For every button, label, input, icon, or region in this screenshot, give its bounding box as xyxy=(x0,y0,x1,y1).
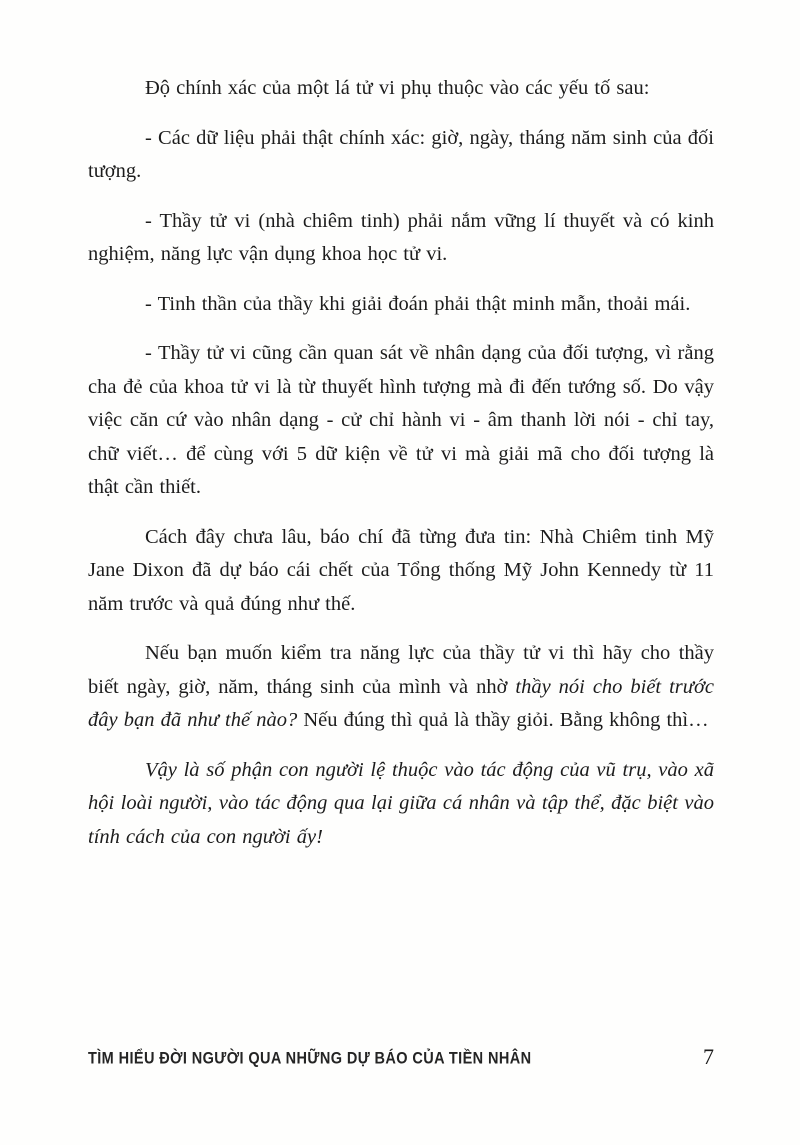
page-content xyxy=(88,72,714,870)
paragraph-jane-dixon: Cách đây chưa lâu, báo chí đã từng đưa tin: Nhà Chiêm tinh Mỹ Jane Dixon đã dự báo cái chết của Tổng thống Mỹ John Kennedy từ 11 năm trước và quả đúng như thế. xyxy=(88,525,714,615)
paragraph-mixed-italic xyxy=(88,637,714,738)
paragraph-list-item-2: - Thầy tử vi (nhà chiêm tinh) phải nắm vững lí thuyết và có kinh nghiệm, năng lực vận dụng khoa học tử vi. xyxy=(88,209,714,265)
paragraph-list-item-4: - Thầy tử vi cũng cần quan sát về nhân dạng của đối tượng, vì rằng cha đẻ của khoa tử vi là từ thuyết hình tượng mà đi đến tướng số. Do vậy việc căn cứ vào nhân dạng - cử chỉ hành vi - âm thanh lời nói - chỉ tay, chữ viết… để cùng với 5 dữ kiện về tử vi mà giải mã cho đối tượng là thật cần thiết. xyxy=(88,342,714,498)
footer-book-title: TÌM HIỂU ĐỜI NGƯỜI QUA NHỮNG DỰ BÁO CỦA TIỀN NHÂN xyxy=(88,1049,532,1068)
page-footer xyxy=(88,1044,714,1070)
paragraph-segment-italic: thầy nói cho biết trước đây bạn đã như thế nào? xyxy=(88,675,714,731)
paragraph-segment: Nếu bạn muốn kiểm tra năng lực của thầy tử vi thì hãy cho thầy biết ngày, giờ, năm, tháng sinh của mình và nhờ xyxy=(88,642,714,698)
paragraph-segment: Nếu đúng thì quả là thầy giỏi. Bằng không thì… xyxy=(297,709,709,731)
paragraph-conclusion-italic: Vậy là số phận con người lệ thuộc vào tác động của vũ trụ, vào xã hội loài người, vào tác động qua lại giữa cá nhân và tập thể, đặc biệt vào tính cách của con người ấy! xyxy=(88,758,714,848)
paragraph-intro: Độ chính xác của một lá tử vi phụ thuộc vào các yếu tố sau: xyxy=(145,77,650,99)
footer-page-number: 7 xyxy=(703,1044,714,1069)
paragraph-list-item-1: - Các dữ liệu phải thật chính xác: giờ, ngày, tháng năm sinh của đối tượng. xyxy=(88,126,714,182)
paragraph-list-item-3: - Tinh thần của thầy khi giải đoán phải thật minh mẫn, thoải mái. xyxy=(145,292,691,315)
